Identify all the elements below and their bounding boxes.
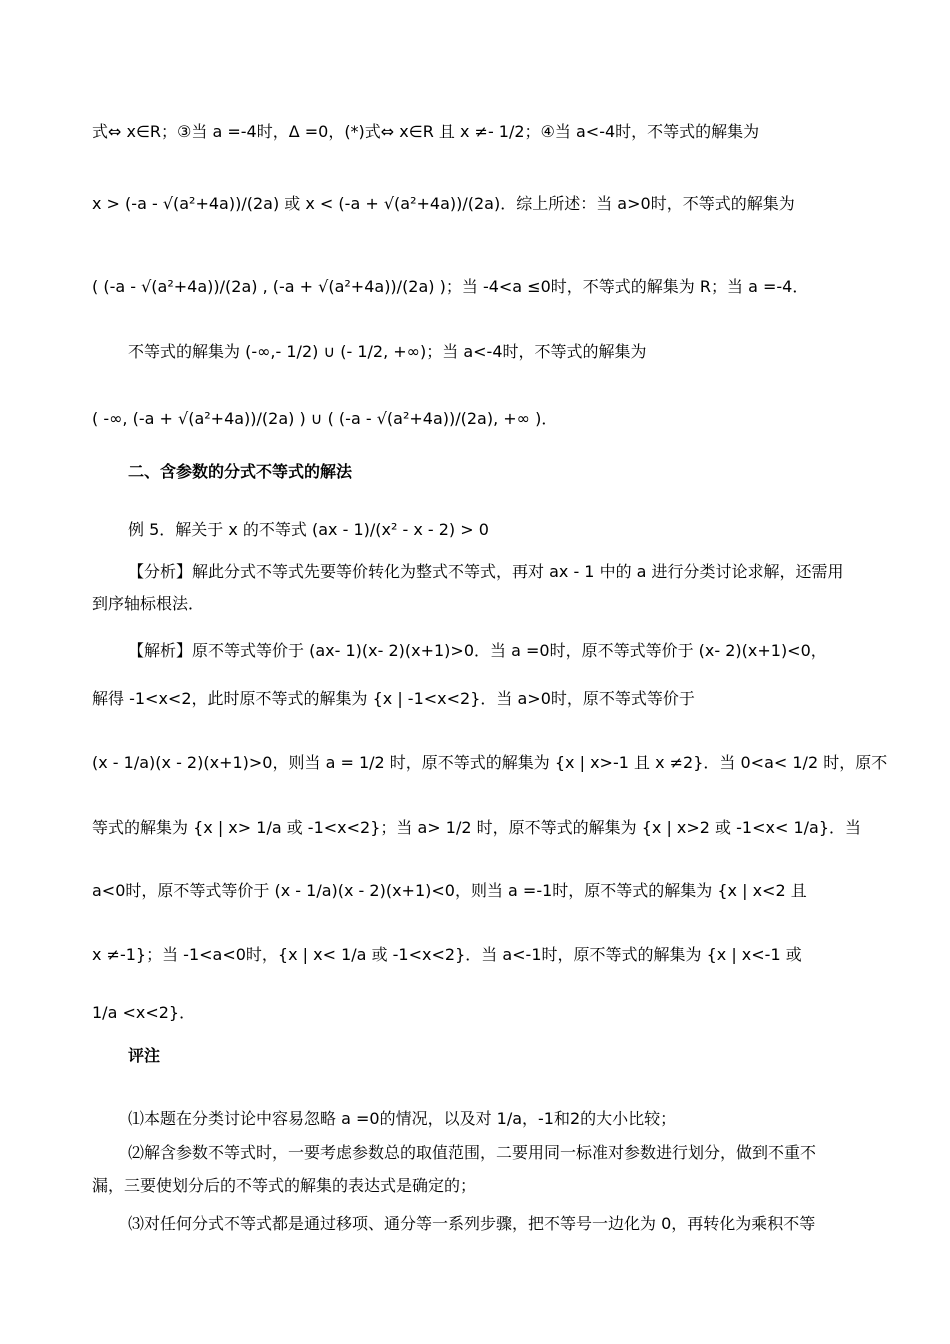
- text-line: a<0时，原不等式等价于 (x - 1/a)(x - 2)(x+1)<0，则当 a =-1时，原不等式的解集为 {x | x<2 且: [92, 881, 807, 900]
- section-heading: 二、含参数的分式不等式的解法: [128, 462, 353, 481]
- text-line: (x - 1/a)(x - 2)(x+1)>0，则当 a = 1/2 时，原不等式的解集为 {x | x>-1 且 x ≠2}．当 0<a< 1/2 时，原不: [92, 753, 888, 772]
- text-line: 【分析】解此分式不等式先要等价转化为整式不等式，再对 ax - 1 中的 a 进行分类讨论求解，还需用: [128, 562, 844, 581]
- note-item: ⑶对任何分式不等式都是通过移项、通分等一系列步骤，把不等号一边化为 0，再转化为乘积不等: [128, 1214, 816, 1233]
- note-item: ⑴本题在分类讨论中容易忽略 a =0的情况，以及对 1/a，-1和2的大小比较；: [128, 1109, 677, 1128]
- note-heading: 评注: [128, 1046, 161, 1065]
- text-line: 【解析】原不等式等价于 (ax- 1)(x- 2)(x+1)>0．当 a =0时，原不等式等价于 (x- 2)(x+1)<0，: [128, 641, 827, 660]
- text-line: 到序轴标根法．: [92, 594, 205, 613]
- text-line: 1/a <x<2}．: [92, 1003, 196, 1022]
- text-line: ( -∞, (-a + √(a²+4a))/(2a) ) ∪ ( (-a - √(a²+4a))/(2a), +∞ )．: [92, 409, 558, 428]
- text-line: 式⇔ x∈R；③当 a =-4时，Δ =0，(*)式⇔ x∈R 且 x ≠- 1/2；④当 a<-4时，不等式的解集为: [92, 122, 760, 141]
- text-line: 等式的解集为 {x | x> 1/a 或 -1<x<2}；当 a> 1/2 时，原不等式的解集为 {x | x>2 或 -1<x< 1/a}．当: [92, 818, 862, 837]
- text-line: 漏，三要使划分后的不等式的解集的表达式是确定的；: [92, 1176, 477, 1195]
- note-item: ⑵解含参数不等式时，一要考虑参数总的取值范围，二要用同一标准对参数进行划分，做到不重不: [128, 1143, 817, 1162]
- text-line: x ≠-1}；当 -1<a<0时，{x | x< 1/a 或 -1<x<2}．当 a<-1时，原不等式的解集为 {x | x<-1 或: [92, 945, 802, 964]
- text-line: 解得 -1<x<2，此时原不等式的解集为 {x | -1<x<2}．当 a>0时，原不等式等价于: [92, 689, 695, 708]
- text-line: 不等式的解集为 (-∞,- 1/2) ∪ (- 1/2, +∞)；当 a<-4时，不等式的解集为: [128, 342, 647, 361]
- text-line: x > (-a - √(a²+4a))/(2a) 或 x < (-a + √(a²+4a))/(2a)．综上所述：当 a>0时，不等式的解集为: [92, 194, 795, 213]
- example-title: 例 5．解关于 x 的不等式 (ax - 1)/(x² - x - 2) > 0: [128, 520, 489, 539]
- text-line: ( (-a - √(a²+4a))/(2a) , (-a + √(a²+4a))/(2a) )；当 -4<a ≤0时，不等式的解集为 R；当 a =-4．: [92, 277, 809, 296]
